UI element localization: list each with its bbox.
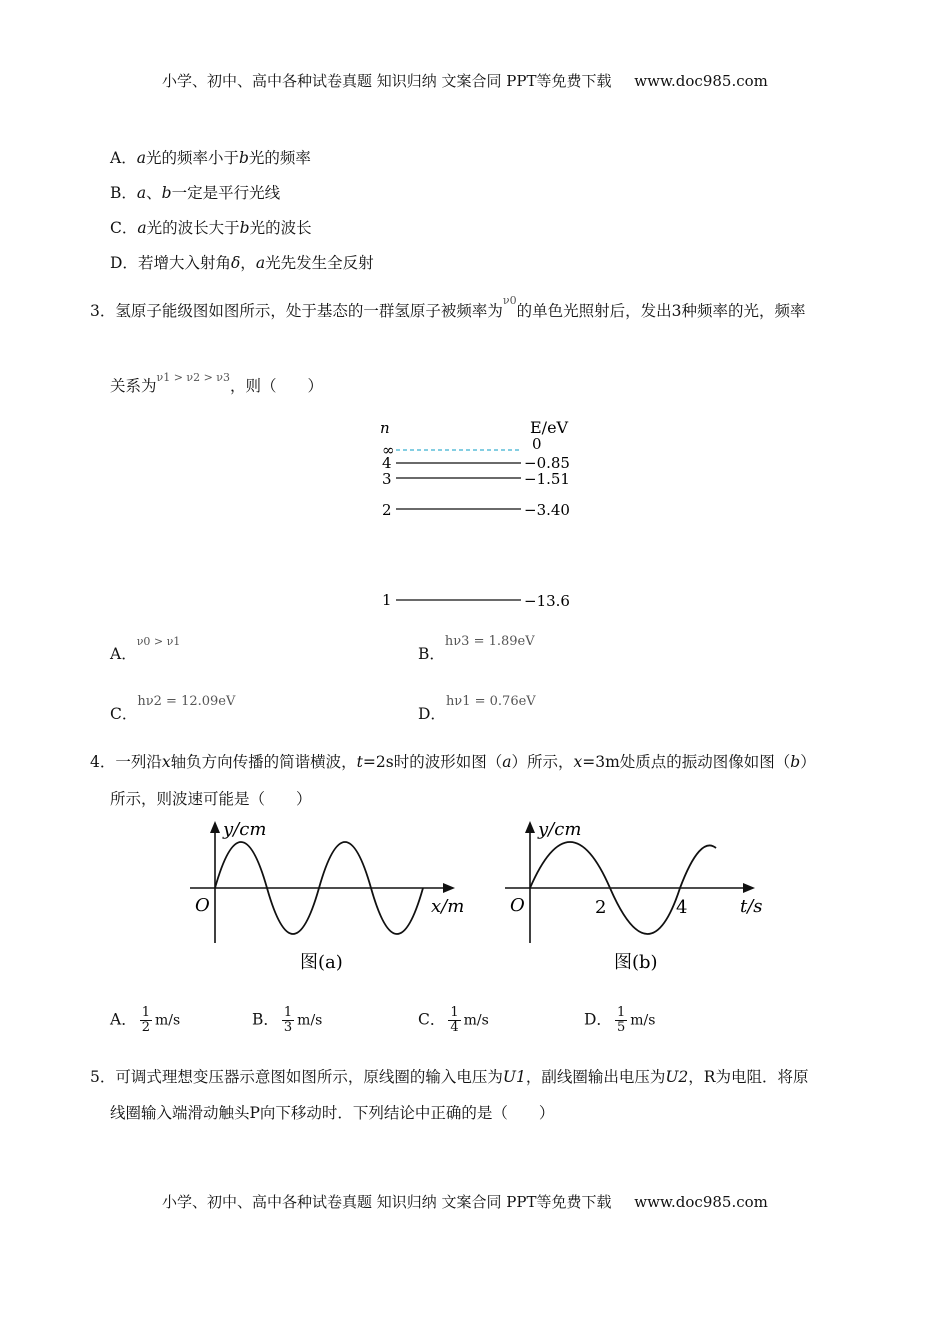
- x-axis-arrow: [443, 883, 455, 893]
- level-infinity-energy: 0: [532, 435, 542, 453]
- q4-option-c: C． $\frac{1}{4}$ m/s: [418, 1005, 489, 1035]
- fig-a-ylabel: y/cm: [223, 819, 267, 840]
- wave-figure-a: [185, 815, 485, 980]
- fig-b-tick-4: 4: [676, 897, 688, 918]
- page-footer: [162, 1191, 768, 1212]
- q4-stem-line1: 4．一列沿x轴负方向传播的简谐横波，t=2s时的波形如图（a）所示，x=3m处质点的振动图像如图（b）: [90, 753, 816, 771]
- energy-level-diagram: [360, 415, 600, 615]
- level-2-energy: −3.40: [524, 501, 570, 519]
- nu0-symbol: ν0: [502, 294, 517, 307]
- level-4-energy: −0.85: [524, 454, 570, 472]
- y-axis-arrow: [525, 821, 535, 833]
- level-1-n: 1: [382, 591, 392, 609]
- q2-option-d: D．若增大入射角δ，a光先发生全反射: [110, 254, 374, 272]
- energy-axis-label: E/eV: [530, 418, 569, 437]
- fig-a-origin: O: [195, 895, 210, 916]
- level-4-n: 4: [382, 454, 392, 472]
- fig-b-xlabel: t/s: [740, 896, 763, 917]
- level-1-energy: −13.6: [524, 592, 570, 610]
- q5-stem-line2: 线圈输入端滑动触头P向下移动时．下列结论中正确的是（ ）: [110, 1104, 555, 1122]
- q5-stem-line1: 5．可调式理想变压器示意图如图所示，原线圈的输入电压为U1，副线圈输出电压为U2，R为电阻．将原: [90, 1068, 809, 1086]
- header-url: www.doc985.com: [634, 72, 768, 90]
- q2-option-b: B．a、b一定是平行光线: [110, 184, 281, 202]
- q4-option-b: B． $\frac{1}{3}$ m/s: [252, 1005, 323, 1035]
- t-axis-arrow: [743, 883, 755, 893]
- vibration-figure-b: [500, 815, 770, 980]
- footer-url: www.doc985.com: [634, 1193, 768, 1211]
- frequency-relation: ν1 > ν2 > ν3: [156, 371, 230, 384]
- level-3-energy: −1.51: [524, 470, 570, 488]
- header-text: 小学、初中、高中各种试卷真题 知识归纳 文案合同 PPT等免费下载: [162, 72, 612, 90]
- fig-b-ylabel: y/cm: [538, 819, 582, 840]
- footer-text: 小学、初中、高中各种试卷真题 知识归纳 文案合同 PPT等免费下载: [162, 1193, 612, 1211]
- q3-option-c: C．$^{h\nu 2 = 12.09eV}$: [110, 694, 236, 723]
- fig-b-tick-2: 2: [595, 897, 607, 918]
- q3-option-a: A．$^{\nu 0 > \nu 1}$: [110, 635, 181, 663]
- level-3-n: 3: [382, 470, 392, 488]
- q3-option-d: D．$^{h\nu 1 = 0.76eV}$: [418, 694, 536, 723]
- q4-stem-line2: 所示，则波速可能是（ ）: [110, 790, 312, 808]
- y-axis-arrow: [210, 821, 220, 833]
- q3-stem-line1: 3．氢原子能级图如图所示，处于基态的一群氢原子被频率为$^{\nu 0}$的单色光照射后，发出3种频率的光，频率: [90, 294, 806, 320]
- q3-stem-line2: 关系为$^{\nu 1 > \nu 2 > \nu 3}$，则（ ）: [110, 371, 324, 395]
- level-2-n: 2: [382, 501, 392, 519]
- fig-b-caption: 图(b): [614, 952, 658, 973]
- q4-option-a: A． $\frac{1}{2}$ m/s: [110, 1005, 181, 1035]
- level-infinity-n: ∞: [382, 441, 395, 459]
- q2-option-a: A．a光的频率小于b光的频率: [110, 149, 311, 167]
- fig-b-origin: O: [510, 895, 525, 916]
- page-header: [162, 70, 768, 91]
- q4-option-d: D． $\frac{1}{5}$ m/s: [584, 1005, 656, 1035]
- q3-option-b: B．$^{h\nu 3 = 1.89eV}$: [418, 634, 535, 663]
- q2-option-c: C．a光的波长大于b光的波长: [110, 219, 312, 237]
- n-axis-label: n: [380, 419, 390, 437]
- fig-a-caption: 图(a): [300, 952, 343, 973]
- fig-a-xlabel: x/m: [431, 896, 465, 917]
